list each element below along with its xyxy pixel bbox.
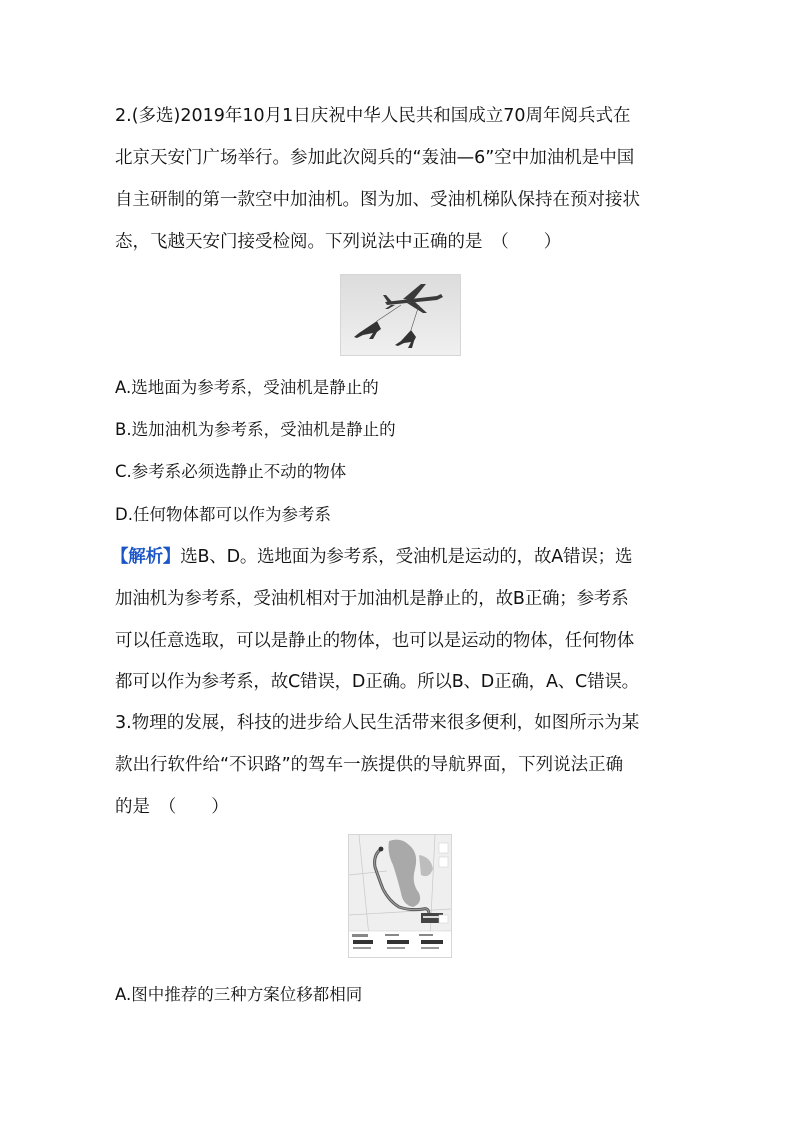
refueling-aircraft-photo: [340, 274, 461, 356]
analysis-line-1: [111, 545, 632, 569]
q2-option-c: C.参考系必须选静止不动的物体: [115, 462, 347, 481]
q3-stem-line-3: 的是 （ ）: [115, 797, 229, 817]
q2-option-d: D.任何物体都可以作为参考系: [115, 505, 331, 524]
navigation-map-image: [349, 835, 451, 957]
q2-option-a: A.选地面为参考系，受油机是静止的: [115, 378, 379, 397]
q2-option-b: B.选加油机为参考系，受油机是静止的: [115, 420, 396, 439]
q3-stem-line-1: 3.物理的发展，科技的进步给人民生活带来很多便利，如图所示为某: [115, 713, 640, 733]
analysis-line-2: 加油机为参考系，受油机相对于加油机是静止的，故B正确；参考系: [115, 589, 629, 609]
q3-stem-line-2: 款出行软件给“不识路”的驾车一族提供的导航界面，下列说法正确: [115, 755, 624, 775]
airplanes-refueling-image: [341, 275, 460, 355]
navigation-map-screenshot: [348, 834, 452, 958]
q2-stem-line-2: 北京天安门广场举行。参加此次阅兵的“轰油—6”空中加油机是中国: [115, 148, 635, 168]
analysis-tag: 【解析】: [111, 547, 181, 567]
q2-stem-line-3: 自主研制的第一款空中加油机。图为加、受油机梯队保持在预对接状: [115, 190, 640, 210]
q2-stem-line-1: 2.(多选)2019年10月1日庆祝中华人民共和国成立70周年阅兵式在: [115, 106, 631, 126]
analysis-first-text: 选B、D。选地面为参考系，受油机是运动的，故A错误；选: [180, 547, 633, 567]
analysis-line-3: 可以任意选取，可以是静止的物体，也可以是运动的物体，任何物体: [115, 631, 634, 651]
q3-option-a: A.图中推荐的三种方案位移都相同: [115, 985, 363, 1004]
q2-stem-line-4: 态，飞越天安门接受检阅。下列说法中正确的是 （ ）: [115, 232, 562, 252]
analysis-line-4: 都可以作为参考系，故C错误，D正确。所以B、D正确，A、C错误。: [115, 672, 639, 692]
